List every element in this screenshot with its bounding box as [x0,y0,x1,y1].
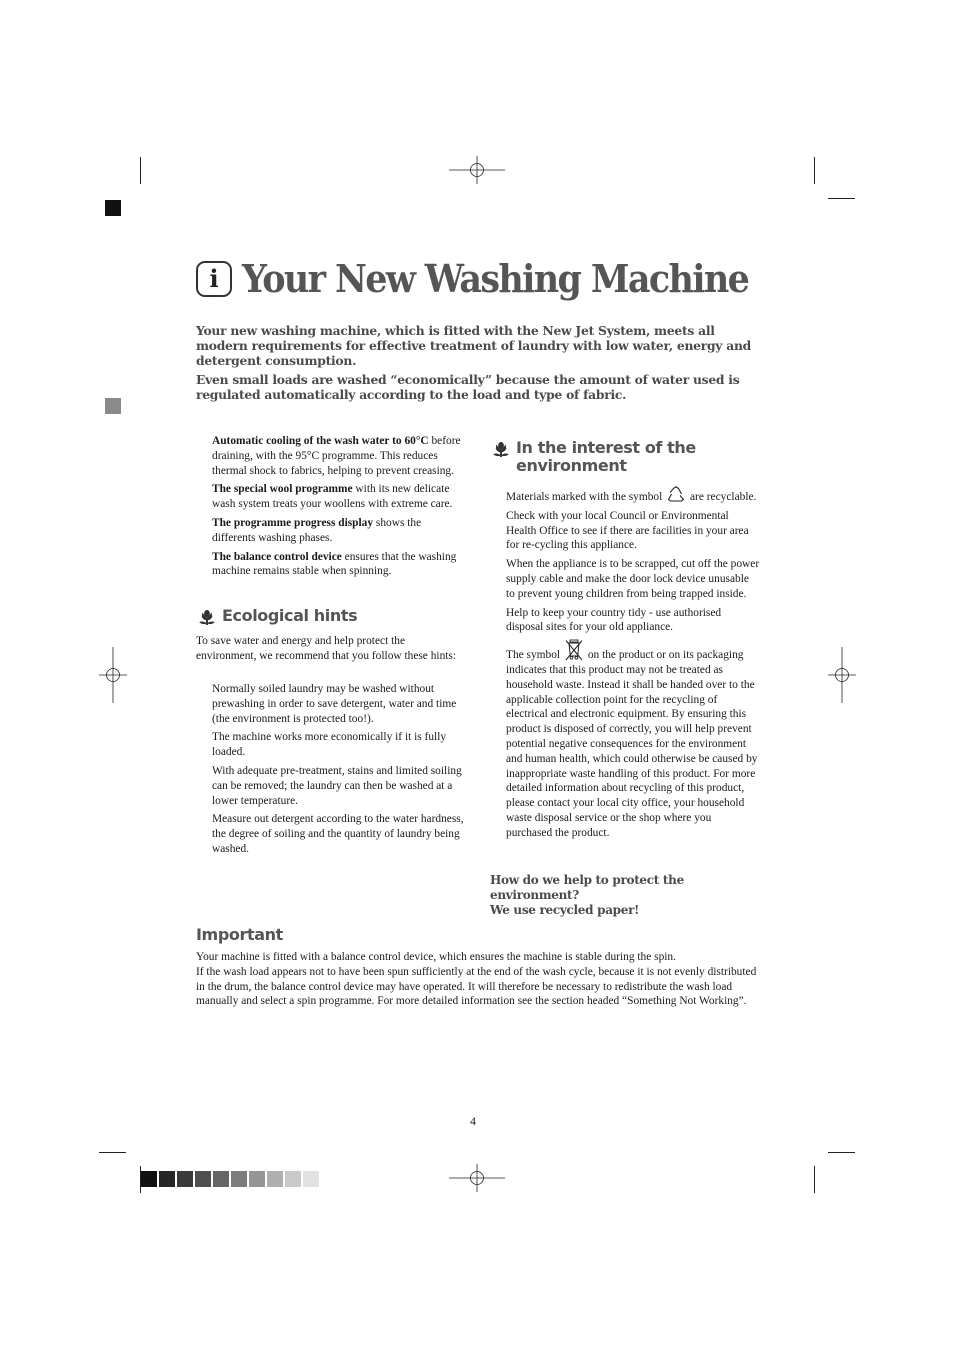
env-text: Materials marked with the symbol [506,491,663,503]
registration-mark-bottom [449,1164,505,1192]
section-marker-grey [105,398,121,414]
recycle-icon [667,486,685,502]
env-text: The symbol [506,649,561,662]
important-line: If the wash load appears not to have been spun sufficiently at the end of the wash cycle, because it is not evenly distributed in the drum, the balance control device may have operated. It will therefore be necessary to redistribute the wash load manually and select a spin programme. For more detailed information see the section headed “Something Not Working”. [196,965,757,1008]
feature-lead: The special wool programme [212,483,353,496]
intro-paragraph: Even small loads are washed “economically” because the amount of water used is regulated automatically according to the load and type of fabric. [196,371,740,402]
feature-text: with its new delicate wash system treats your woollens with extreme care. [212,483,453,511]
section-marker-black [105,200,121,216]
environment-text [506,486,760,845]
color-swatch [177,1171,193,1187]
feature-lead: Automatic cooling of the wash water to 60°C [212,435,429,447]
feature-lead: The programme progress display [212,516,374,529]
important-text [196,950,762,1009]
color-swatch [231,1171,247,1187]
recycled-paper-note [490,873,770,918]
note-answer: We use recycled paper! [490,903,640,917]
flower-icon [197,607,217,626]
page-number: 4 [470,1114,476,1128]
feature-item [212,550,466,580]
env-paragraph: When the appliance is to be scrapped, cut off the power supply cable and make the door lock device unusable to prevent young children from being trapped inside. [506,558,760,600]
registration-mark-right [828,647,856,703]
heading-text: Ecological hints [222,606,358,625]
color-swatch [195,1171,211,1187]
hint-item: Normally soiled laundry may be washed without prewashing in order to save detergent, water and time (the environment is protected too!). [212,683,457,725]
heading-text: Important [196,925,283,944]
registration-mark-top [449,156,505,184]
color-swatch [267,1171,283,1187]
features-list [212,434,466,583]
page-title: Your New Washing Machine [242,256,749,301]
env-paragraph: Help to keep your country tidy - use authorised disposal sites for your old appliance. [506,606,722,634]
info-icon: i [196,261,232,297]
env-text: on the product or on its packaging indicates that this product may not be treated as household waste. Instead it shall be handed over to the applicable collection point for the recycling of electrical and electronic equipment. By ensuring this product is disposed of correctly, you will help prevent potential negative consequences for the environment and human health, which could otherwise be caused by inappropriate waste handling of this product. For more detailed information about recycling of this product, please contact your local city office, your household waste disposal service or the shop where you purchased the product. [506,649,758,839]
ecological-hints-list [212,682,466,861]
color-calibration-bar [141,1171,319,1187]
ecological-hints-intro [196,634,458,668]
color-swatch [141,1171,157,1187]
environment-heading [491,439,711,475]
feature-lead: The balance control device [212,550,342,563]
heading-text: In the interest of the environment [516,438,696,475]
feature-text: before draining, with the 95°C programme. This reduces thermal shock to fabrics, helping to prevent creasing. [212,435,461,477]
intro-paragraph: Your new washing machine, which is fitted with the New Jet System, meets all modern requirements for effective treatment of laundry with low water, energy and detergent consumption. [196,323,751,369]
feature-item [212,482,466,512]
eco-intro: To save water and energy and help protect the environment, we recommend that you follow these hints: [196,635,457,662]
env-text: are recyclable. [690,491,757,503]
feature-item [212,516,466,546]
flower-icon [491,439,511,458]
note-question: How do we help to protect the environment? [490,873,684,902]
feature-text: shows the differents washing phases. [212,516,422,544]
env-paragraph-recyclable [506,486,760,505]
important-line: Your machine is fitted with a balance control device, which ensures the machine is stable during the spin. [196,951,676,963]
important-heading [196,926,283,944]
registration-mark-left [99,647,127,703]
feature-item [212,434,466,478]
hint-item: With adequate pre-treatment, stains and limited soiling can be removed; the laundry can then be washed at a lower temperature. [212,764,462,807]
page-header [196,256,792,301]
hint-item: Measure out detergent according to the water hardness, the degree of soiling and the quantity of laundry being washed. [212,813,464,855]
env-paragraph-weee [506,639,760,840]
color-swatch [285,1171,301,1187]
hint-item: The machine works more economically if it is fully loaded. [212,731,447,759]
color-swatch [249,1171,265,1187]
color-swatch [159,1171,175,1187]
intro-text [196,323,756,405]
color-swatch [303,1171,319,1187]
ecological-hints-heading [197,607,357,626]
feature-text: ensures that the washing machine remains stable when spinning. [212,550,457,578]
color-swatch [213,1171,229,1187]
crossed-bin-icon [564,639,584,661]
env-paragraph: Check with your local Council or Environmental Health Office to see if there are facilities in your area for re-cycling this appliance. [506,509,749,552]
